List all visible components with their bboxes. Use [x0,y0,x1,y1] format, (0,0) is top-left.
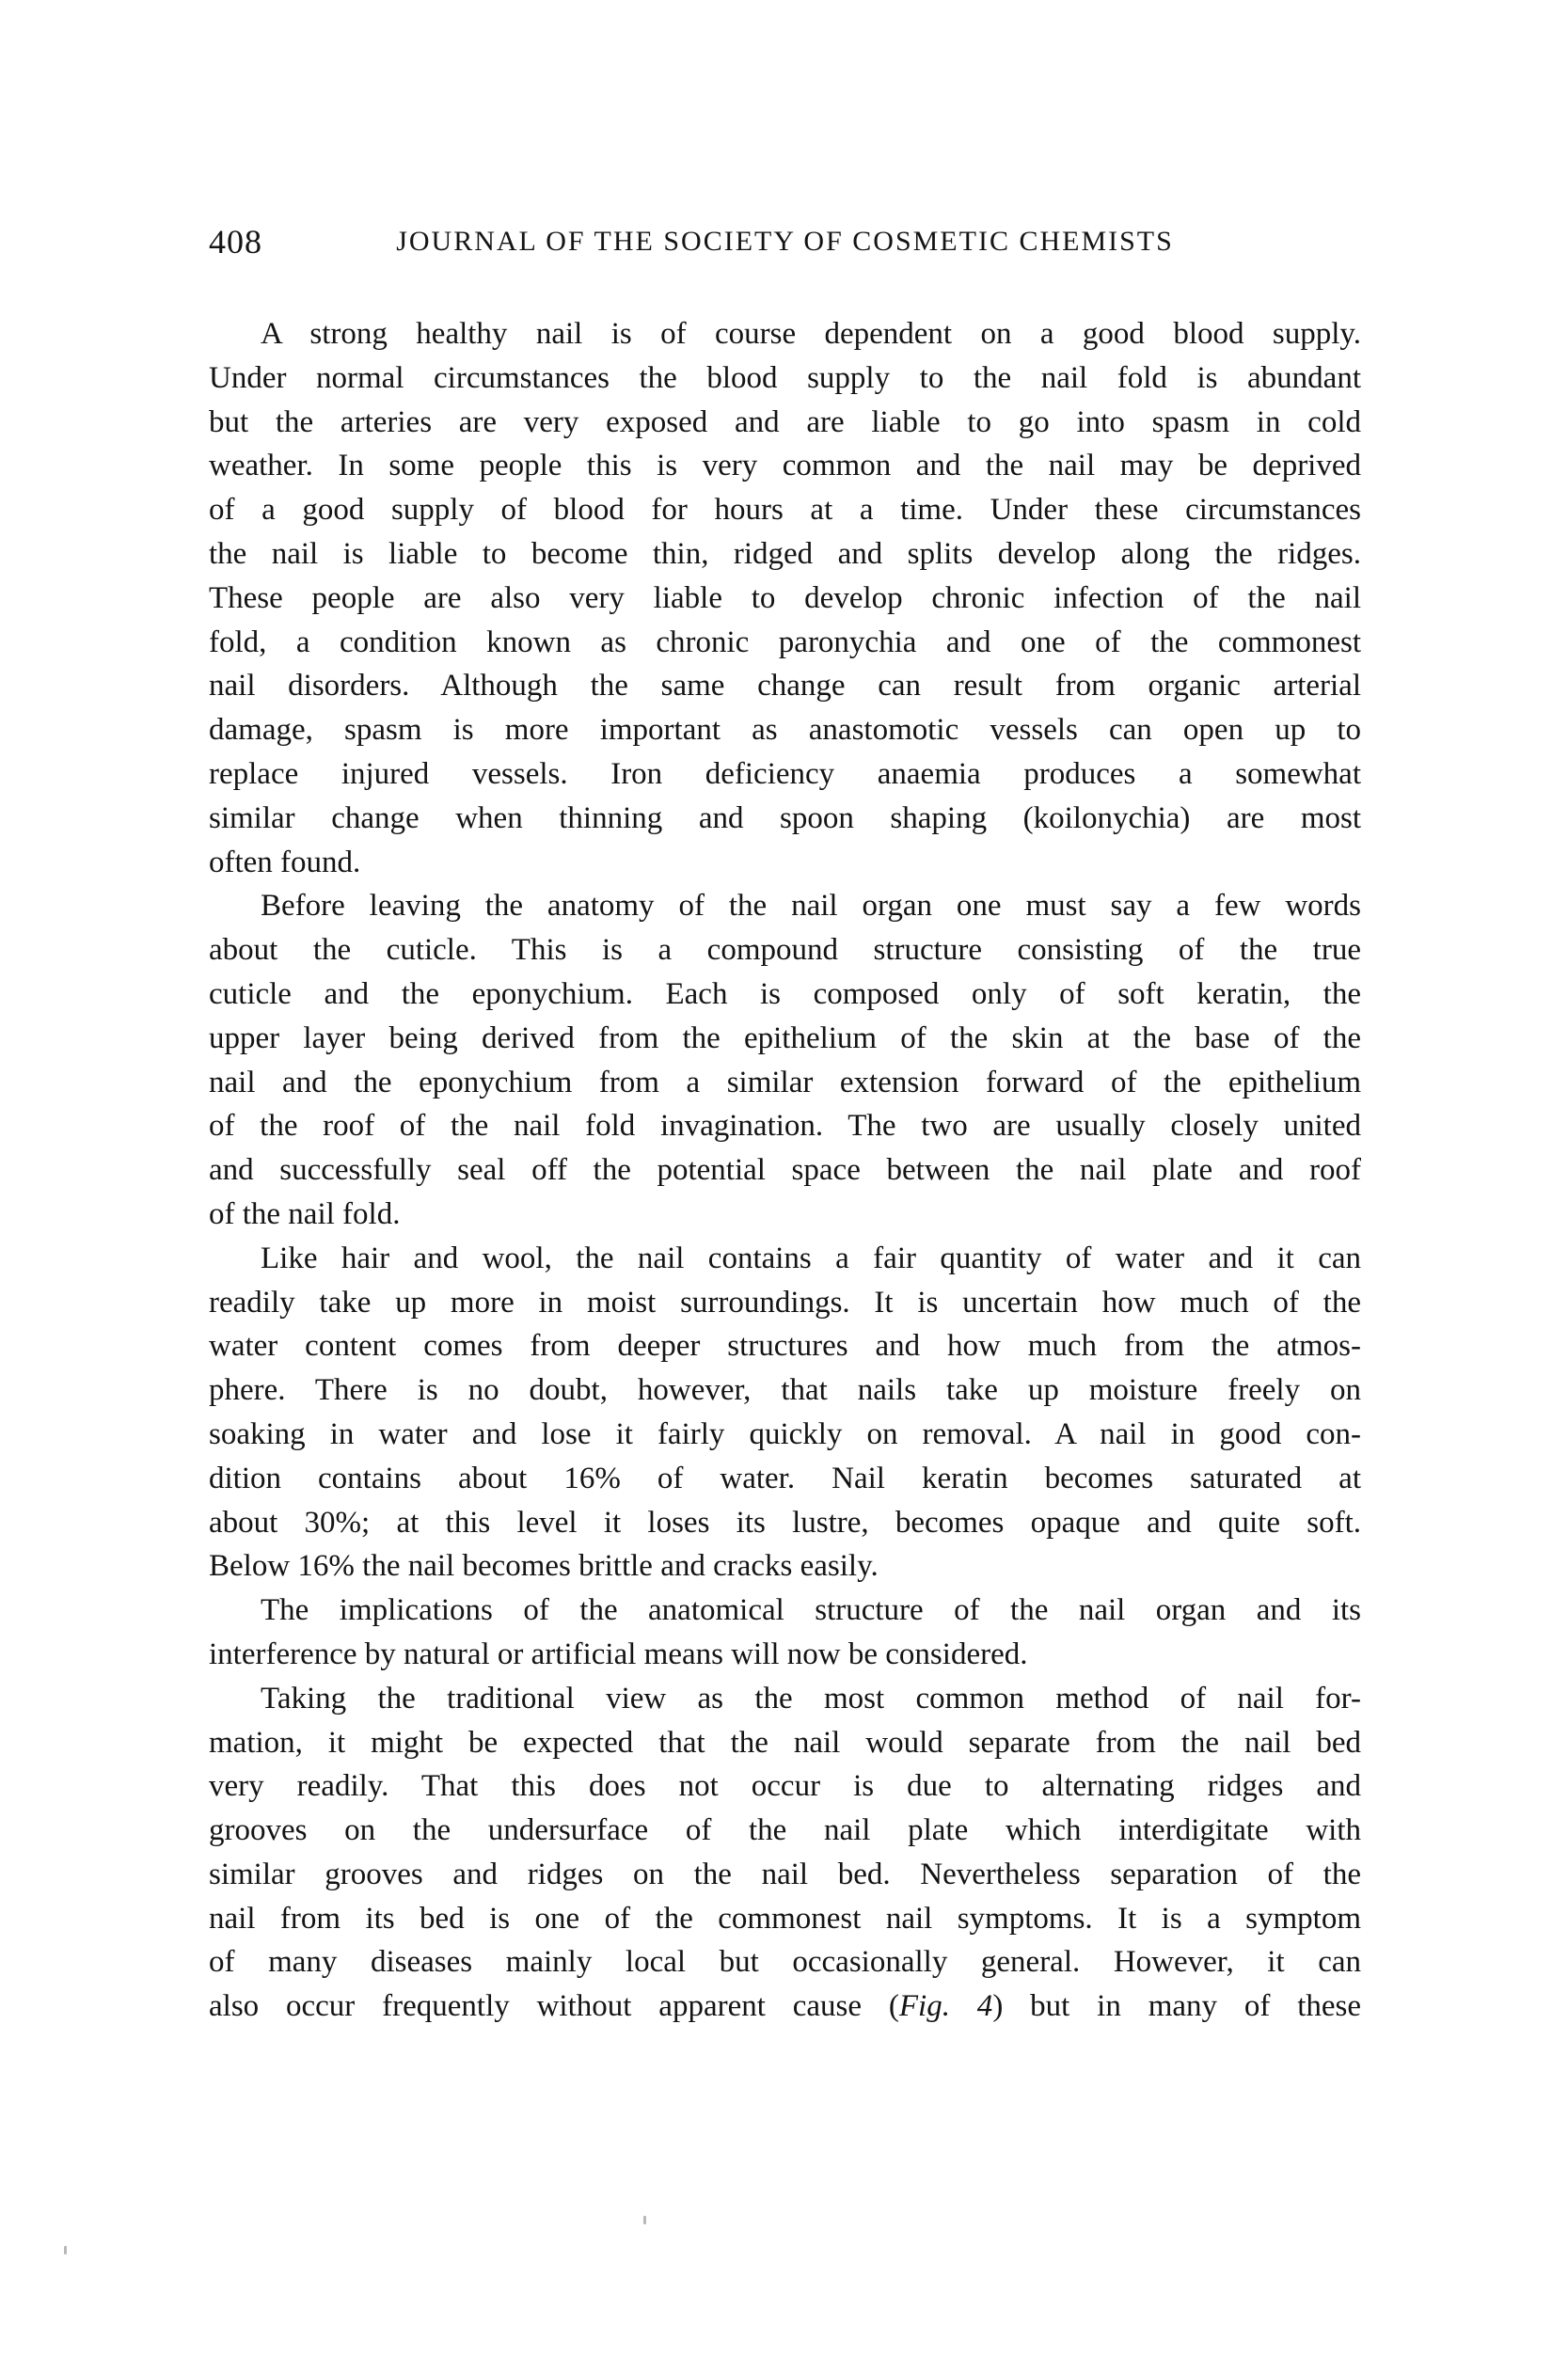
text-line: of the nail fold. [209,1196,401,1231]
text-line: of many diseases mainly local but occasionally general. However, it can [209,1945,1361,1980]
text-line: Before leaving the anatomy of the nail organ one must say a few words [261,889,1361,924]
paragraph [209,884,1361,1236]
paragraph [209,1677,1361,2029]
figure-reference: Fig. 4 [898,1989,993,2024]
scan-artifact [64,2246,67,2254]
text-line: fold, a condition known as chronic paronychia and one of the commonest [209,625,1361,659]
page-number: 408 [209,223,262,261]
paragraph [209,312,1361,884]
text-line: Taking the traditional view as the most common method of nail for- [261,1681,1361,1716]
text-line: very readily. That this does not occur is due to alternating ridges and [209,1769,1361,1804]
line-segment: also occur frequently without apparent cause ( [209,1989,899,2024]
text-line: about the cuticle. This is a compound structure consisting of the true [209,933,1361,968]
text-line: Under normal circumstances the blood supply to the nail fold is abundant [209,360,1361,395]
text-line: dition contains about 16% of water. Nail keratin becomes saturated at [209,1461,1361,1495]
text-line: water content comes from deeper structures and how much from the atmos- [209,1329,1361,1364]
text-line: soaking in water and lose it fairly quickly on removal. A nail in good con- [209,1416,1361,1451]
scan-artifact [643,2216,646,2224]
text-line: weather. In some people this is very common and the nail may be deprived [209,449,1361,483]
paragraph [209,1237,1361,1589]
text-line: nail disorders. Although the same change can result from organic arterial [209,669,1361,704]
text-line: The implications of the anatomical structure of the nail organ and its [261,1593,1361,1628]
text-line: grooves on the undersurface of the nail plate which interdigitate with [209,1813,1361,1848]
text-line: phere. There is no doubt, however, that nails take up moisture freely on [209,1373,1361,1408]
running-head [209,219,1361,259]
text-line: damage, spasm is more important as anastomotic vessels can open up to [209,713,1361,748]
text-line: of the roof of the nail fold invagination. The two are usually closely united [209,1109,1361,1144]
text-line: and successfully seal off the potential space between the nail plate and roof [209,1153,1361,1188]
journal-title: JOURNAL OF THE SOCIETY OF COSMETIC CHEMISTS [396,226,1174,257]
paragraph [209,1589,1361,1677]
text-line: often found. [209,845,361,879]
text-line: upper layer being derived from the epithelium of the skin at the base of the [209,1020,1361,1055]
text-line [209,1984,1361,2029]
text-line: the nail is liable to become thin, ridged and splits develop along the ridges. [209,536,1361,571]
article-body [209,312,1361,2029]
text-line: nail and the eponychium from a similar extension forward of the epithelium [209,1065,1361,1099]
text-line: cuticle and the eponychium. Each is composed only of soft keratin, the [209,976,1361,1011]
text-line: Like hair and wool, the nail contains a fair quantity of water and it can [261,1241,1361,1275]
text-line: similar change when thinning and spoon shaping (koilonychia) are most [209,800,1361,835]
text-line: nail from its bed is one of the commonest nail symptoms. It is a symptom [209,1901,1361,1936]
text-line: about 30%; at this level it loses its lustre, becomes opaque and quite soft. [209,1505,1361,1540]
text-line: These people are also very liable to develop chronic infection of the nail [209,580,1361,615]
line-segment: ) but in many of these [992,1989,1362,2024]
text-line: A strong healthy nail is of course dependent on a good blood supply. [261,317,1361,351]
text-line: replace injured vessels. Iron deficiency anaemia produces a somewhat [209,756,1361,791]
text-line: interference by natural or artificial means will now be considered. [209,1637,1028,1671]
text-line: of a good supply of blood for hours at a time. Under these circumstances [209,493,1361,528]
text-line: mation, it might be expected that the nail would separate from the nail bed [209,1725,1361,1760]
text-line: but the arteries are very exposed and are liable to go into spasm in cold [209,404,1361,439]
text-line: readily take up more in moist surroundings. It is uncertain how much of the [209,1285,1361,1320]
text-line: Below 16% the nail becomes brittle and cracks easily. [209,1549,879,1584]
text-line: similar grooves and ridges on the nail bed. Nevertheless separation of the [209,1857,1361,1891]
